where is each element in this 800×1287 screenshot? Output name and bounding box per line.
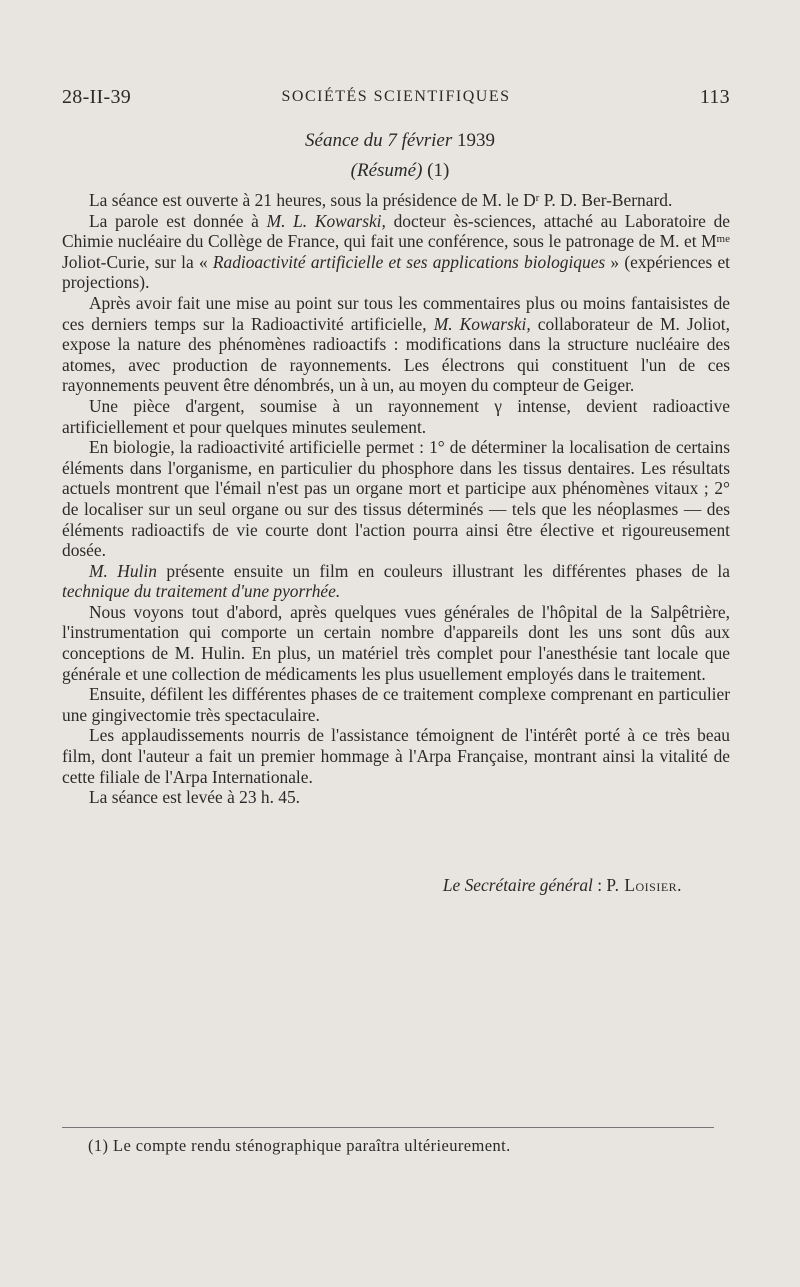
paragraph-kowarski-intro <box>62 211 730 293</box>
paragraph-hulin-film <box>62 561 730 602</box>
paragraph-text: collaborateur de M. Joliot, expose la nature des phénomènes radioactifs : modifications dans la structure nucléaire des atomes, avec production de rayonnements. Les électrons qui constituent l'un de ces rayonnements peuvent être dénombrés, un à un, au moyen du compteur de Geiger. <box>62 313 730 396</box>
speaker-name: M. L. Kowarski, <box>266 210 386 231</box>
session-subtitle <box>0 160 800 182</box>
session-title-text: Séance du 7 février <box>305 130 457 151</box>
paragraph-phases: Ensuite, défilent les différentes phases de ce traitement complexe comprenant en particulier une gingivectomie très spectaculaire. <box>62 684 730 725</box>
paragraph-text: présente ensuite un film en couleurs illustrant les différentes phases de la <box>156 560 730 581</box>
paragraph-text: La séance est ouverte à 21 heures, sous la présidence de M. le D <box>89 190 536 210</box>
header-section: SOCIÉTÉS SCIENTIFIQUES <box>281 88 511 105</box>
signature-name: P. Loisier. <box>606 875 682 895</box>
paragraph-radioactivity <box>62 293 730 396</box>
session-title <box>0 130 800 152</box>
speaker-name: M. Kowarski, <box>433 313 531 334</box>
paragraph-instruments: Nous voyons tout d'abord, après quelques vues générales de l'hôpital de la Salpêtrière, l'instrumentation qui comporte un certain nombre d'appareils dont les uns sont dûs aux conceptions de M. Hulin. En plus, un matériel très complet pour l'anesthésie tant locale que générale et une collection de médicaments les plus usuellement employés dans le traitement. <box>62 601 730 684</box>
footnote-ref: (1) <box>422 160 450 181</box>
film-title: technique du traitement d'une pyorrhée. <box>62 581 341 602</box>
paragraph-applause: Les applaudissements nourris de l'assistance témoignent de l'intérêt porté à ce très beau film, dont l'auteur a fait un premier hommage à l'Arpa Française, montrant ainsi la vitalité de cette filiale de l'Arpa Internationale. <box>62 725 730 787</box>
paragraph-biology: En biologie, la radioactivité artificielle permet : 1° de déterminer la localisation de certains éléments dans l'organisme, en particulier du phosphore dans les tissus dentaires. Les résultats actuels montrent que l'émail n'est pas un organe mort et participe aux phénomènes vitaux ; 2° de localiser sur un seul organe ou sur des tissus déterminés — tels que les néoplasmes — des éléments radioactifs de vie courte dont l'action pourra ainsi être élective et rigoureusement dosée. <box>62 437 730 561</box>
paragraph-silver-coin: Une pièce d'argent, soumise à un rayonnement γ intense, devient radioactive artificiellement et pour quelques minutes seulement. <box>62 395 730 437</box>
superscript: me <box>716 233 730 246</box>
running-header <box>62 86 730 112</box>
footnote: (1) Le compte rendu sténographique paraîtra ultérieurement. <box>88 1136 511 1155</box>
article-body <box>62 190 730 808</box>
paragraph-opening <box>62 190 730 211</box>
paragraph-text: docteur ès-sciences, attaché au Laboratoire de Chimie nucléaire du Collège de France, qui fait une conférence, sous le patronage de M. et M <box>62 210 730 252</box>
paragraph-text: » (expériences et projections). <box>62 251 731 293</box>
speaker-name: M. Hulin <box>89 560 157 581</box>
footnote-divider <box>62 1127 714 1128</box>
session-year: 1939 <box>456 130 495 151</box>
signature-role: Le Secrétaire général <box>442 875 593 895</box>
page-number: 113 <box>699 86 730 108</box>
paragraph-text: P. D. Ber-Bernard. <box>539 190 673 210</box>
paragraph-text: Après avoir fait une mise au point sur tous les commentaires plus ou moins fantaisistes de ces derniers temps sur la Radioactivité artificielle, <box>62 292 730 334</box>
signature <box>62 875 682 896</box>
paragraph-closing: La séance est levée à 23 h. 45. <box>89 787 301 808</box>
paragraph-text: Joliot-Curie, sur la « <box>62 251 213 272</box>
summary-label: (Résumé) <box>350 160 423 181</box>
paragraph-text: La parole est donnée à <box>89 210 267 231</box>
signature-separator: : <box>592 875 607 895</box>
header-date: 28-II-39 <box>62 86 132 108</box>
lecture-title: Radioactivité artificielle et ses applications biologiques <box>212 251 606 272</box>
superscript: r <box>535 192 540 204</box>
